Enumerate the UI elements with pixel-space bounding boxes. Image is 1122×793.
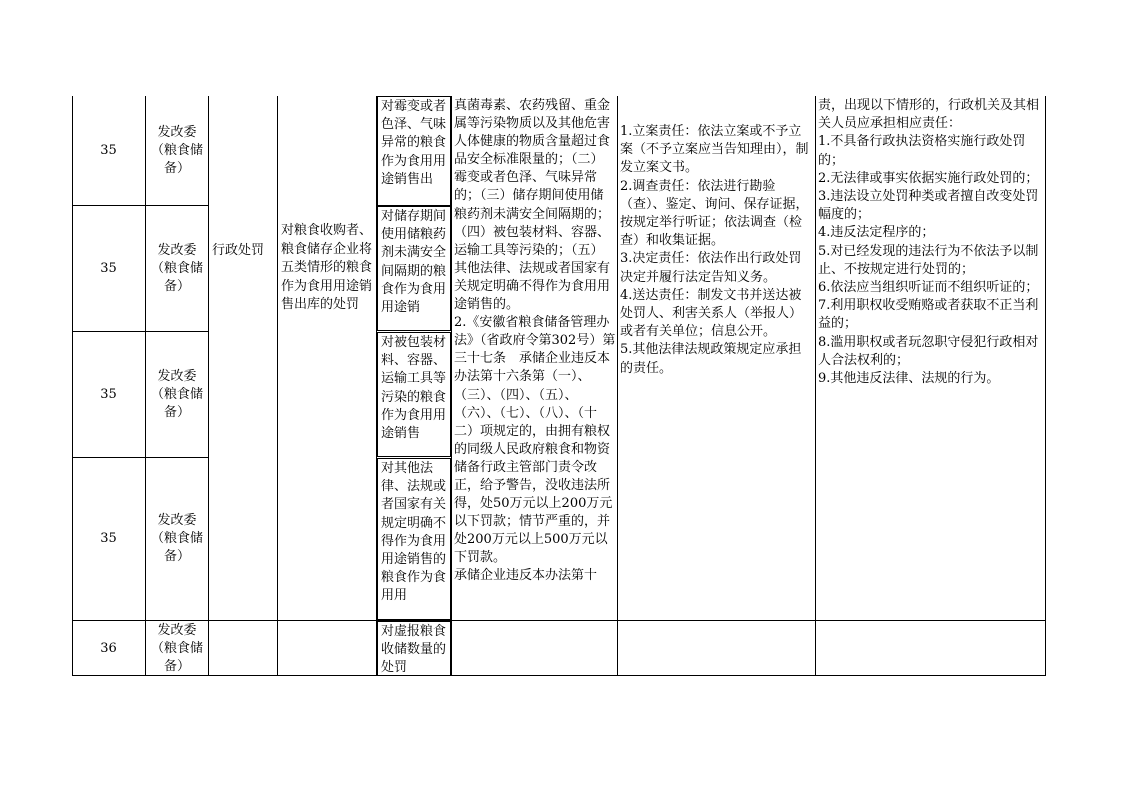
table-bottom-border <box>72 675 1046 676</box>
column-border <box>815 96 816 675</box>
row-border <box>72 331 209 332</box>
legal-basis-cell: 真菌毒素、农药残留、重金属等污染物质以及其他危害人体健康的物质含量超过食品安全标准限量的；（二）霉变或者色泽、气味异常的；（三）储存期间使用储粮药剂未满安全间隔期的；（四）被包装材料、容器、运输工具等污染的；（五）其他法律、法规或者国家有关规定明确不得作为食用用途销售的。 2.《安徽省粮食储备管理办法》（省政府令第302号）第三十七条 承储企业违反本办法第十六条第（一）、（三）、（四）、（五）、（六）、（七）、（八）、（十二）项规定的，由拥有粮权的同级人民政府粮食和物资储备行政主管部门责令改正，给予警告，没收违法所得，处50万元以上200万元以下罚款；情节严重的，并处200万元以上500万元以下罚款。 承储企业违反本办法第十 <box>454 98 616 584</box>
sub-item-box <box>377 332 451 457</box>
row-number: 35 <box>100 261 117 276</box>
department-cell: 发改委（粮食储备） <box>150 125 203 177</box>
department-cell: 发改委（粮食储备） <box>150 369 203 421</box>
row-border <box>72 620 1046 621</box>
column-border <box>145 96 146 675</box>
department-cell: 发改委（粮食储备） <box>150 623 203 675</box>
department-cell: 发改委（粮食储备） <box>150 243 203 295</box>
row-number: 35 <box>100 143 117 158</box>
row-number: 35 <box>100 387 117 402</box>
sub-item-box <box>377 96 451 206</box>
sub-item-text: 对其他法律、法规或者国家有关规定明确不得作为食用用途销售的粮食作为食用用 <box>381 461 447 604</box>
sub-item-box <box>377 206 451 331</box>
column-border <box>1045 96 1046 675</box>
sub-item-text: 对虚报粮食收储数量的处罚 <box>381 624 447 675</box>
column-border <box>208 96 209 675</box>
row-number: 36 <box>100 641 117 656</box>
department-cell: 发改委（粮食储备） <box>150 513 203 565</box>
item-name-cell: 对粮食收购者、粮食储存企业将五类情形的粮食作为食用用途销售出库的处罚 <box>281 223 373 312</box>
category-cell: 行政处罚 <box>212 243 265 258</box>
row-number: 35 <box>100 531 117 546</box>
column-border <box>617 96 618 675</box>
row-border <box>72 205 209 206</box>
accountability-cell: 责，出现以下情形的，行政机关及其相关人员应承担相应责任： 1.不具备行政执法资格实施行政处罚的； 2.无法律或事实依据实施行政处罚的； 3.违法设立处罚种类或者擅自改变处罚幅度的； 4.违反法定程序的； 5.对已经发现的违法行为不依法予以制止、不按规定进行处罚的； 6.依法应当组织听证而不组织听证的； 7.利用职权收受贿赂或者获取不正当利益的； 8.滥用职权或者玩忽职守侵犯行政相对人合法权利的； 9.其他违反法律、法规的行为。 <box>818 98 1040 387</box>
column-border <box>451 96 452 675</box>
row-border <box>72 457 209 458</box>
sub-item-text: 对霉变或者色泽、气味异常的粮食作为食用用途销售出 <box>381 99 447 187</box>
sub-item-text: 对被包装材料、容器、运输工具等污染的粮食作为食用用途销售 <box>381 335 447 442</box>
sub-item-box <box>377 458 451 620</box>
responsibility-cell: 1.立案责任：依法立案或不予立案（不予立案应当告知理由），制发立案文书。 2.调查责任：依法进行勘验（查）、鉴定、询问、保存证据，按规定举行听证；依法调查（检查）和收集证据。 3.决定责任：依法作出行政处罚决定并履行法定告知义务。 4.送达责任：制发文书并送达被处罚人、利害关系人（举报人）或者有关单位；信息公开。 5.其他法律法规政策规定应承担的责任。 <box>620 124 809 376</box>
sub-item-text: 对储存期间使用储粮药剂未满安全间隔期的粮食作为食用用途销 <box>381 209 447 316</box>
column-border <box>277 96 278 675</box>
sub-item-box <box>377 621 451 676</box>
